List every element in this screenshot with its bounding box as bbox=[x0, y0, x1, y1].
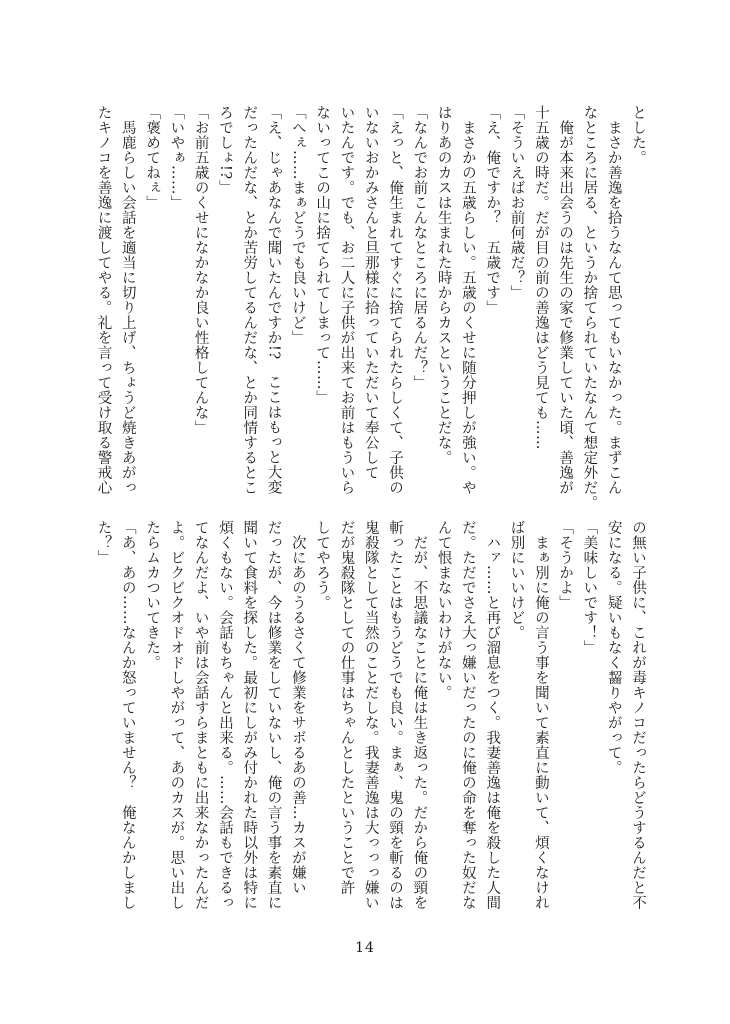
text-column: 「へぇ……まぁどうでも良いけど」 bbox=[289, 105, 306, 345]
text-column: だ。ただでさえ大っ嫌いだったのに俺の命を奪った奴だな bbox=[459, 520, 476, 910]
text-column: 馬鹿らしい会話を適当に切り上げ、ちょうど焼きあがっ bbox=[119, 105, 136, 495]
text-column: 十五歳の時だ。だが目の前の善逸はどう見ても…… bbox=[532, 105, 549, 450]
text-column: いたんです。でも、お二人に子供が出来てお前はもういら bbox=[338, 105, 355, 495]
text-column: た？」 bbox=[95, 520, 112, 565]
text-column: 「お前五歳のくせになかなか良い性格してんな」 bbox=[192, 105, 209, 435]
text-column: まさかの五歳らしい。五歳のくせに随分押しが強い。や bbox=[459, 105, 476, 495]
text-column: 「え、じゃあなんで聞いたんですか!? ここはもっと大変 bbox=[265, 105, 282, 495]
text-column: ろでしょ!?」 bbox=[216, 105, 233, 195]
text-column: たらムカついてきた。 bbox=[144, 520, 161, 670]
text-column: 次にあのうるさくて修業をサボるあの善…カスが嫌い bbox=[289, 520, 306, 895]
text-column: だが、不思議なことに俺は生き返った。だから俺の頸を bbox=[411, 520, 428, 910]
text-column: とした。 bbox=[630, 105, 646, 165]
text-column: 俺が本来出会うのは先生の家で修業していた頃、善逸が bbox=[557, 105, 574, 495]
text-column: 「そういえばお前何歳だ？」 bbox=[508, 105, 525, 300]
text-column: ハァ……と再び溜息をつく。我妻善逸は俺を殺した人間 bbox=[484, 520, 501, 910]
text-column: よ。ビクビクオドオドしやがって、あのカスが。思い出し bbox=[168, 520, 185, 910]
text-column: んて恨まないわけがない。 bbox=[435, 520, 452, 700]
text-column: なところに居る、というか捨てられていたなんて想定外だ。 bbox=[581, 105, 598, 510]
text-column: 斬ったことはもうどうでも良い。まぁ、鬼の頸を斬るのは bbox=[387, 520, 404, 910]
text-column: 「え、俺ですか？ 五歳です」 bbox=[484, 105, 501, 315]
text-column: 煩くもない。会話もちゃんと出来る。……会話もできるっ bbox=[216, 520, 233, 910]
text-column: 「えっと、俺生まれてすぐに捨てられたらしくて、子供の bbox=[387, 105, 404, 495]
text-column: 「そうかよ」 bbox=[557, 520, 574, 610]
text-column: ないってこの山に捨てられてしまって……」 bbox=[314, 105, 331, 405]
text-column: 安になる。疑いもなく齧りやがって。 bbox=[605, 520, 622, 775]
upper-text-block bbox=[95, 105, 650, 510]
text-column: 「いやぁ……」 bbox=[168, 105, 185, 210]
page-number: 14 bbox=[355, 940, 375, 956]
text-column: 鬼殺隊として当然のことだしな。我妻善逸は大っっっ嫌い bbox=[362, 520, 379, 910]
text-column: たキノコを善逸に渡してやる。礼を言って受け取る警戒心 bbox=[95, 105, 112, 495]
text-column: いないおかみさんと旦那様に拾っていただいて奉公して bbox=[362, 105, 379, 480]
text-column: はりあのカスは生まれた時からカスということだな。 bbox=[435, 105, 452, 465]
text-column: まさか善逸を拾うなんて思ってもいなかった。まずこん bbox=[605, 105, 622, 495]
text-column: だったんだな、とか苦労してるんだな、とか同情するとこ bbox=[241, 105, 258, 495]
text-column: してやろう。 bbox=[314, 520, 331, 610]
text-column: 「褒めてねぇ」 bbox=[144, 105, 161, 210]
text-column: まぁ別に俺の言う事を聞いて素直に動いて、煩くなけれ bbox=[532, 520, 549, 910]
text-column: てなんだよ、いや前は会話すらまともに出来なかったんだ bbox=[192, 520, 209, 910]
lower-text-block bbox=[95, 520, 650, 920]
text-column: 聞いて食料を探した。最初にしがみ付かれた時以外は特に bbox=[241, 520, 258, 910]
text-column: 「あ、あの……なんか怒っていません？ 俺なんかしまし bbox=[119, 520, 136, 910]
text-column: 「なんでお前こんなところに居るんだ？」 bbox=[411, 105, 428, 390]
text-column: 「美味しいです！」 bbox=[581, 520, 598, 655]
text-column: ば別にいいけど。 bbox=[508, 520, 525, 640]
text-column: だが鬼殺隊としての仕事はちゃんとしたということで許 bbox=[338, 520, 355, 895]
text-column: の無い子供に、これが毒キノコだったらどうするんだと不 bbox=[630, 520, 646, 910]
text-column: だったが、今は修業をしていないし、俺の言う事を素直に bbox=[265, 520, 282, 910]
